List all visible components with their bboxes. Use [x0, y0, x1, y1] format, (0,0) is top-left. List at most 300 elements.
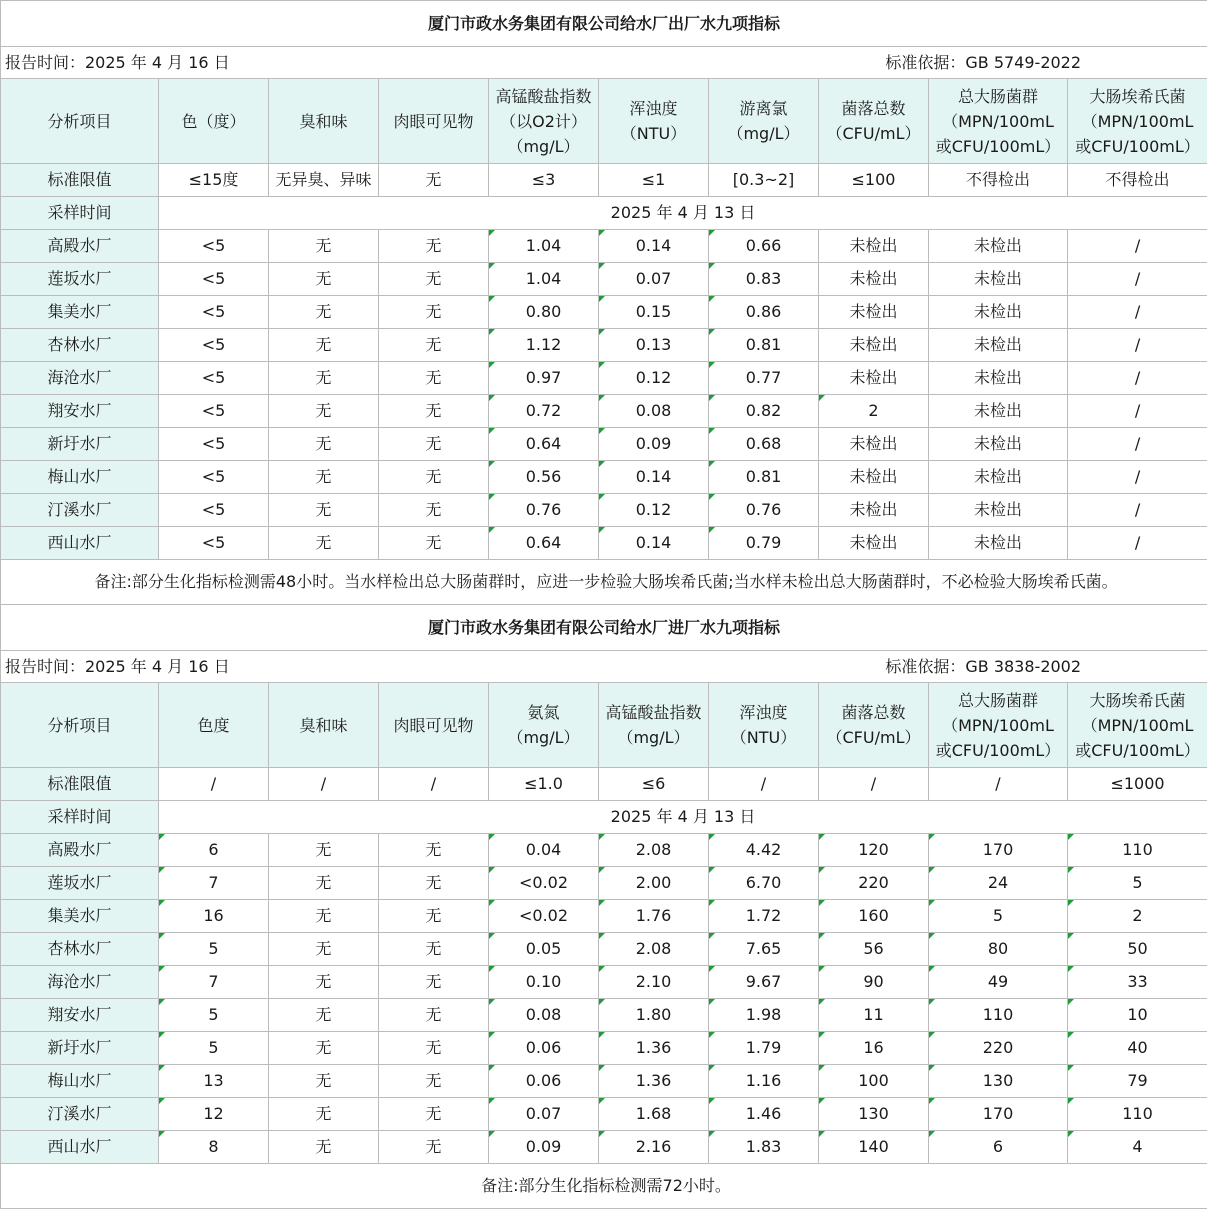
value-cell: 未检出	[929, 395, 1068, 428]
value-cell: <5	[159, 296, 269, 329]
outflow-table	[1, 1, 1207, 605]
plant-name: 高殿水厂	[1, 834, 159, 867]
value-cell: 5	[1068, 867, 1207, 900]
column-header-line: 分析项目	[47, 111, 112, 131]
table-row	[1, 527, 1207, 560]
limit-cell: [0.3~2]	[709, 164, 819, 197]
table-title: 厦门市政水务集团有限公司给水厂进厂水九项指标	[1, 605, 1207, 651]
value-cell: 0.08	[489, 999, 599, 1032]
limit-cell: 无	[379, 164, 489, 197]
value-cell: 8	[159, 1131, 269, 1164]
value-cell: 无	[379, 296, 489, 329]
value-cell: 1.79	[709, 1032, 819, 1065]
value-cell: 无	[379, 1065, 489, 1098]
table-row	[1, 867, 1207, 900]
column-header-line: （MPN/100mL	[942, 111, 1054, 131]
value-cell: 0.12	[599, 362, 709, 395]
row-label: 标准限值	[1, 164, 159, 197]
column-header-line: （MPN/100mL	[1081, 111, 1194, 131]
column-header	[159, 683, 269, 768]
value-cell: 无	[269, 461, 379, 494]
table-row	[1, 263, 1207, 296]
value-cell: 2	[1068, 900, 1207, 933]
column-header-line: （mg/L）	[507, 728, 580, 747]
value-cell: 无	[269, 263, 379, 296]
report-meta	[1, 651, 1207, 683]
value-cell: 0.86	[709, 296, 819, 329]
value-cell: 无	[269, 395, 379, 428]
column-header-line: （mg/L）	[617, 728, 690, 747]
value-cell: 未检出	[819, 494, 929, 527]
value-cell: 无	[379, 867, 489, 900]
value-cell: <5	[159, 461, 269, 494]
value-cell: 0.81	[709, 329, 819, 362]
value-cell: 无	[379, 329, 489, 362]
column-header-line: 分析项目	[47, 715, 112, 735]
value-cell: 5	[929, 900, 1068, 933]
limit-cell: /	[379, 768, 489, 801]
value-cell: 1.72	[709, 900, 819, 933]
value-cell: 50	[1068, 933, 1207, 966]
report-meta	[1, 47, 1207, 79]
sampling-row	[1, 197, 1207, 230]
column-header-line: 大肠埃希氏菌	[1089, 86, 1186, 106]
value-cell: 6.70	[709, 867, 819, 900]
column-header	[709, 79, 819, 164]
table-row	[1, 900, 1207, 933]
sampling-date: 2025 年 4 月 13 日	[159, 801, 1207, 834]
limit-cell: ≤15度	[159, 164, 269, 197]
value-cell: 未检出	[819, 329, 929, 362]
value-cell: 无	[379, 834, 489, 867]
standard-limit-row	[1, 768, 1207, 801]
value-cell: 0.56	[489, 461, 599, 494]
limit-cell: ≤1.0	[489, 768, 599, 801]
column-header	[819, 79, 929, 164]
plant-name: 海沧水厂	[1, 362, 159, 395]
value-cell: 130	[929, 1065, 1068, 1098]
value-cell: 0.14	[599, 461, 709, 494]
value-cell: 无	[269, 867, 379, 900]
value-cell: 未检出	[929, 329, 1068, 362]
value-cell: /	[1068, 527, 1207, 560]
column-header-line: （mg/L）	[727, 124, 800, 143]
value-cell: 40	[1068, 1032, 1207, 1065]
value-cell: <5	[159, 395, 269, 428]
plant-name: 翔安水厂	[1, 395, 159, 428]
value-cell: 110	[1068, 834, 1207, 867]
report-time: 报告时间：2025 年 4 月 16 日	[5, 656, 230, 676]
column-header-line: （NTU）	[730, 728, 797, 747]
value-cell: 无	[269, 999, 379, 1032]
value-cell: /	[1068, 230, 1207, 263]
limit-cell: /	[159, 768, 269, 801]
column-header-line: 肉眼可见物	[393, 715, 474, 735]
table-row	[1, 329, 1207, 362]
column-header-line: 大肠埃希氏菌	[1089, 690, 1186, 710]
value-cell: <5	[159, 428, 269, 461]
column-header	[489, 79, 599, 164]
plant-name: 新圩水厂	[1, 428, 159, 461]
value-cell: 1.98	[709, 999, 819, 1032]
value-cell: /	[1068, 329, 1207, 362]
plant-name: 莲坂水厂	[1, 867, 159, 900]
value-cell: 16	[819, 1032, 929, 1065]
value-cell: 未检出	[819, 230, 929, 263]
column-header	[819, 683, 929, 768]
value-cell: 100	[819, 1065, 929, 1098]
table-row	[1, 999, 1207, 1032]
value-cell: 未检出	[819, 296, 929, 329]
column-header-line: （mg/L）	[507, 136, 580, 156]
row-label: 采样时间	[1, 801, 159, 834]
column-header	[1, 683, 159, 768]
value-cell: 无	[379, 527, 489, 560]
column-header-line: 或CFU/100mL）	[1075, 740, 1200, 760]
column-header	[1068, 683, 1207, 768]
value-cell: <5	[159, 494, 269, 527]
value-cell: 0.76	[709, 494, 819, 527]
column-header-line: （MPN/100mL	[1081, 715, 1194, 735]
value-cell: /	[1068, 461, 1207, 494]
value-cell: 0.79	[709, 527, 819, 560]
value-cell: <5	[159, 230, 269, 263]
value-cell: 24	[929, 867, 1068, 900]
value-cell: 未检出	[819, 428, 929, 461]
value-cell: 0.97	[489, 362, 599, 395]
value-cell: 未检出	[819, 263, 929, 296]
value-cell: /	[1068, 428, 1207, 461]
value-cell: 5	[159, 933, 269, 966]
table-row	[1, 1032, 1207, 1065]
column-header-line: （以O2计）	[500, 111, 587, 131]
value-cell: 1.68	[599, 1098, 709, 1131]
value-cell: 无	[379, 966, 489, 999]
value-cell: 未检出	[819, 362, 929, 395]
value-cell: 无	[269, 329, 379, 362]
value-cell: 无	[269, 1098, 379, 1131]
value-cell: 0.64	[489, 527, 599, 560]
value-cell: 无	[379, 1131, 489, 1164]
value-cell: 未检出	[929, 428, 1068, 461]
value-cell: 1.83	[709, 1131, 819, 1164]
value-cell: 110	[1068, 1098, 1207, 1131]
value-cell: 0.83	[709, 263, 819, 296]
value-cell: 无	[269, 966, 379, 999]
column-header	[929, 683, 1068, 768]
column-header-line: 或CFU/100mL）	[935, 136, 1061, 156]
column-header	[269, 79, 379, 164]
limit-cell: ≤1	[599, 164, 709, 197]
plant-name: 梅山水厂	[1, 1065, 159, 1098]
column-header	[159, 79, 269, 164]
value-cell: 2.08	[599, 834, 709, 867]
table-row	[1, 1065, 1207, 1098]
value-cell: 0.12	[599, 494, 709, 527]
table-row	[1, 834, 1207, 867]
value-cell: 2.00	[599, 867, 709, 900]
value-cell: 220	[819, 867, 929, 900]
report-time: 报告时间：2025 年 4 月 16 日	[5, 52, 230, 72]
value-cell: 140	[819, 1131, 929, 1164]
column-header-line: 色（度）	[181, 111, 246, 131]
value-cell: <5	[159, 329, 269, 362]
value-cell: 9.67	[709, 966, 819, 999]
value-cell: 0.81	[709, 461, 819, 494]
value-cell: 无	[379, 395, 489, 428]
value-cell: 无	[379, 230, 489, 263]
value-cell: 7	[159, 966, 269, 999]
column-header-line: 高锰酸盐指数	[605, 703, 702, 722]
value-cell: 220	[929, 1032, 1068, 1065]
value-cell: 11	[819, 999, 929, 1032]
table-row	[1, 1131, 1207, 1164]
value-cell: 0.66	[709, 230, 819, 263]
table-row	[1, 395, 1207, 428]
footnote: 备注:部分生化指标检测需48小时。当水样检出总大肠菌群时，应进一步检验大肠埃希氏菌;当水样未检出总大肠菌群时，不必检验大肠埃希氏菌。	[1, 560, 1207, 605]
value-cell: /	[1068, 263, 1207, 296]
value-cell: 无	[269, 1032, 379, 1065]
value-cell: 110	[929, 999, 1068, 1032]
column-header-line: 浑浊度	[629, 99, 678, 118]
plant-name: 集美水厂	[1, 900, 159, 933]
footnote: 备注:部分生化指标检测需72小时。	[1, 1164, 1207, 1209]
value-cell: 0.72	[489, 395, 599, 428]
column-header	[379, 79, 489, 164]
value-cell: 2	[819, 395, 929, 428]
value-cell: <5	[159, 263, 269, 296]
plant-name: 汀溪水厂	[1, 494, 159, 527]
value-cell: 0.77	[709, 362, 819, 395]
table-row	[1, 428, 1207, 461]
value-cell: 0.15	[599, 296, 709, 329]
value-cell: 2.08	[599, 933, 709, 966]
value-cell: 无	[269, 494, 379, 527]
table-row	[1, 230, 1207, 263]
value-cell: 5	[159, 999, 269, 1032]
value-cell: 4	[1068, 1131, 1207, 1164]
value-cell: <0.02	[489, 867, 599, 900]
column-header	[599, 79, 709, 164]
value-cell: 56	[819, 933, 929, 966]
value-cell: 13	[159, 1065, 269, 1098]
column-header-line: 菌落总数	[841, 703, 906, 722]
value-cell: <5	[159, 527, 269, 560]
column-header-line: 或CFU/100mL）	[1075, 136, 1200, 156]
value-cell: 0.14	[599, 527, 709, 560]
value-cell: 1.76	[599, 900, 709, 933]
table-title: 厦门市政水务集团有限公司给水厂出厂水九项指标	[1, 1, 1207, 47]
value-cell: /	[1068, 362, 1207, 395]
column-header	[379, 683, 489, 768]
value-cell: 33	[1068, 966, 1207, 999]
table-row	[1, 494, 1207, 527]
plant-name: 梅山水厂	[1, 461, 159, 494]
value-cell: 无	[379, 1098, 489, 1131]
value-cell: 1.36	[599, 1032, 709, 1065]
column-header-line: 氨氮	[527, 703, 560, 722]
value-cell: 无	[269, 362, 379, 395]
column-header-line: 菌落总数	[841, 99, 906, 118]
value-cell: 0.09	[599, 428, 709, 461]
column-header	[709, 683, 819, 768]
value-cell: 5	[159, 1032, 269, 1065]
standard-limit-row	[1, 164, 1207, 197]
value-cell: 0.05	[489, 933, 599, 966]
column-header	[1068, 79, 1207, 164]
column-header-line: （CFU/mL）	[826, 124, 921, 143]
value-cell: <0.02	[489, 900, 599, 933]
limit-cell: /	[819, 768, 929, 801]
value-cell: 16	[159, 900, 269, 933]
column-header	[269, 683, 379, 768]
column-header-line: 臭和味	[299, 111, 348, 131]
sampling-row	[1, 801, 1207, 834]
value-cell: 0.80	[489, 296, 599, 329]
column-header-line: （CFU/mL）	[826, 728, 921, 747]
row-label: 采样时间	[1, 197, 159, 230]
value-cell: 0.09	[489, 1131, 599, 1164]
value-cell: 无	[269, 1131, 379, 1164]
value-cell: 1.16	[709, 1065, 819, 1098]
table-row	[1, 461, 1207, 494]
value-cell: 0.07	[599, 263, 709, 296]
value-cell: 170	[929, 1098, 1068, 1131]
limit-cell: ≤100	[819, 164, 929, 197]
limit-cell: ≤1000	[1068, 768, 1207, 801]
value-cell: 无	[379, 362, 489, 395]
plant-name: 汀溪水厂	[1, 1098, 159, 1131]
value-cell: 80	[929, 933, 1068, 966]
limit-cell: /	[929, 768, 1068, 801]
value-cell: 79	[1068, 1065, 1207, 1098]
value-cell: 无	[379, 933, 489, 966]
table-row	[1, 296, 1207, 329]
value-cell: 0.82	[709, 395, 819, 428]
inflow-table	[1, 605, 1207, 1209]
value-cell: 0.64	[489, 428, 599, 461]
column-header-line: 游离氯	[739, 99, 788, 118]
value-cell: 0.06	[489, 1032, 599, 1065]
value-cell: 90	[819, 966, 929, 999]
value-cell: 无	[269, 527, 379, 560]
table-row	[1, 933, 1207, 966]
value-cell: 6	[159, 834, 269, 867]
limit-cell: 不得检出	[929, 164, 1068, 197]
value-cell: 无	[379, 900, 489, 933]
sampling-date: 2025 年 4 月 13 日	[159, 197, 1207, 230]
value-cell: 未检出	[929, 263, 1068, 296]
value-cell: 7.65	[709, 933, 819, 966]
table-row	[1, 362, 1207, 395]
value-cell: 160	[819, 900, 929, 933]
value-cell: 无	[269, 900, 379, 933]
value-cell: 130	[819, 1098, 929, 1131]
value-cell: 120	[819, 834, 929, 867]
standard-basis: 标准依据：GB 3838-2002	[885, 656, 1082, 676]
value-cell: 未检出	[819, 527, 929, 560]
value-cell: /	[1068, 395, 1207, 428]
limit-cell: 无异臭、异味	[269, 164, 379, 197]
table-row	[1, 1098, 1207, 1131]
value-cell: 未检出	[929, 362, 1068, 395]
value-cell: 未检出	[929, 494, 1068, 527]
value-cell: 0.04	[489, 834, 599, 867]
value-cell: 0.14	[599, 230, 709, 263]
value-cell: 无	[269, 296, 379, 329]
value-cell: 无	[379, 494, 489, 527]
value-cell: 无	[379, 461, 489, 494]
value-cell: 无	[269, 1065, 379, 1098]
column-header	[489, 683, 599, 768]
value-cell: 1.80	[599, 999, 709, 1032]
value-cell: 12	[159, 1098, 269, 1131]
plant-name: 海沧水厂	[1, 966, 159, 999]
value-cell: 无	[269, 428, 379, 461]
value-cell: 无	[269, 834, 379, 867]
plant-name: 杏林水厂	[1, 329, 159, 362]
column-header	[599, 683, 709, 768]
column-header-line: 总大肠菌群	[957, 690, 1038, 710]
plant-name: 高殿水厂	[1, 230, 159, 263]
column-header-line: 高锰酸盐指数	[495, 86, 592, 106]
value-cell: 4.42	[709, 834, 819, 867]
value-cell: 0.08	[599, 395, 709, 428]
value-cell: 无	[379, 1032, 489, 1065]
value-cell: 未检出	[929, 230, 1068, 263]
header-row	[1, 683, 1207, 768]
value-cell: 2.10	[599, 966, 709, 999]
limit-cell: 不得检出	[1068, 164, 1207, 197]
value-cell: 无	[269, 230, 379, 263]
value-cell: 无	[379, 428, 489, 461]
limit-cell: /	[269, 768, 379, 801]
value-cell: 无	[269, 933, 379, 966]
plant-name: 杏林水厂	[1, 933, 159, 966]
value-cell: 0.13	[599, 329, 709, 362]
value-cell: 1.36	[599, 1065, 709, 1098]
standard-basis: 标准依据：GB 5749-2022	[885, 52, 1082, 72]
column-header-line: （MPN/100mL	[942, 715, 1054, 735]
value-cell: 1.04	[489, 230, 599, 263]
value-cell: 未检出	[929, 461, 1068, 494]
column-header	[1, 79, 159, 164]
plant-name: 西山水厂	[1, 1131, 159, 1164]
value-cell: 170	[929, 834, 1068, 867]
value-cell: 无	[379, 999, 489, 1032]
value-cell: 7	[159, 867, 269, 900]
value-cell: 1.46	[709, 1098, 819, 1131]
plant-name: 西山水厂	[1, 527, 159, 560]
value-cell: 0.06	[489, 1065, 599, 1098]
value-cell: 6	[929, 1131, 1068, 1164]
value-cell: 2.16	[599, 1131, 709, 1164]
column-header	[929, 79, 1068, 164]
column-header-line: 色度	[197, 715, 230, 735]
column-header-line: （NTU）	[620, 124, 687, 143]
plant-name: 莲坂水厂	[1, 263, 159, 296]
column-header-line: 总大肠菌群	[957, 86, 1038, 106]
header-row	[1, 79, 1207, 164]
column-header-line: 肉眼可见物	[393, 111, 474, 131]
value-cell: 49	[929, 966, 1068, 999]
limit-cell: ≤3	[489, 164, 599, 197]
value-cell: 0.68	[709, 428, 819, 461]
value-cell: 1.04	[489, 263, 599, 296]
value-cell: 10	[1068, 999, 1207, 1032]
value-cell: 未检出	[929, 527, 1068, 560]
plant-name: 新圩水厂	[1, 1032, 159, 1065]
